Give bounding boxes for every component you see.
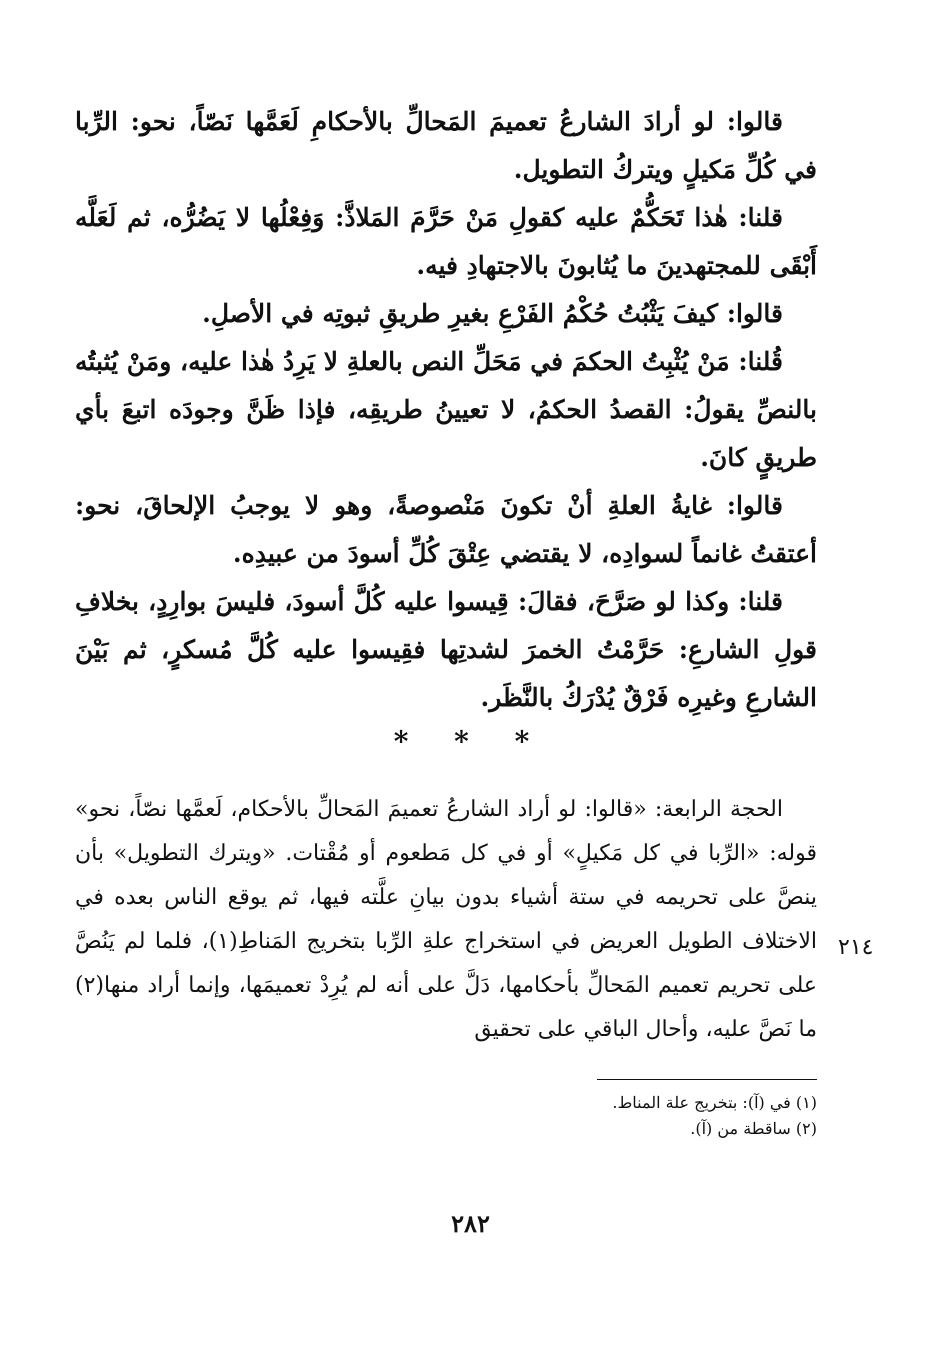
paragraph: قالوا: لو أرادَ الشارعُ تعميمَ المَحالِّ بالأحكامِ لَعَمَّها نَصّاً، نحو: الرِّبا في كُلِّ مَكيلٍ ويتركُ التطويل. [75, 107, 817, 184]
margin-number: ٢١٤ [838, 935, 874, 960]
commentary-paragraph: الحجة الرابعة: «قالوا: لو أراد الشارعُ تعميمَ المَحالِّ بالأحكام، لَعمَّها نصّاً، نحو» قوله: «الرِّبا في كل مَكيلٍ» أو في كل مَطعوم أو مُقْتات. «ويترك التطويل» بأن ينصَّ على تحريمه في ستة أشياء بدون بيانِ علَّته فيها، ثم يوقع الناس بعده في الاختلاف الطويل العريض في استخراج علةِ الرِّبا بتخريج المَناطِ(١)، فلما لم يَنُصَّ على تحريم تعميم المَحالِّ بأحكامها، دَلَّ على أنه لم يُرِدْ تعميمَها، وإنما أراد منها(٢) ما نَصَّ عليه، وأحال الباقي على تحقيق [75, 797, 817, 1042]
paragraph: قلنا: هٰذا تَحَكُّمٌ عليه كقولِ مَنْ حَرَّمَ المَلاذَّ: وَفِعْلُها لا يَضُرُّه، ثم لَعَلَّه أَبْقَى للمجتهدينَ ما يُثابونَ بالاجتهادِ فيه. [75, 203, 817, 280]
footnote: (١) في (آ): بتخريج علة المناط. [612, 1093, 817, 1112]
paragraph: قُلنا: مَنْ يُثْبِتُ الحكمَ في مَحَلِّ النص بالعلةِ لا يَرِدُ هٰذا عليه، ومَنْ يُثبتُه بالنصِّ يقولُ: القصدُ الحكمُ، لا تعيينُ طريقِه، فإذا ظَنَّ وجودَه اتبعَ بأي طريقٍ كانَ. [75, 347, 817, 472]
commentary-text [75, 788, 817, 1052]
footnotes [400, 1090, 817, 1142]
paragraph: قلنا: وكذا لو صَرَّحَ، فقالَ: قِيسوا عليه كُلَّ أسودَ، فليسَ بوارِدٍ، بخلافِ قولِ الشارعِ: حَرَّمْتُ الخمرَ لشدتِها فقِيسوا عليه كُلَّ مُسكرٍ، ثم بَيْنَ الشارعِ وغيرِه فَرْقٌ يُدْرَكُ بالنَّظَر. [75, 587, 817, 712]
paragraph: قالوا: كيفَ يَثْبُتُ حُكْمُ الفَرْعِ بغيرِ طريقِ ثبوتِه في الأصلِ. [202, 299, 783, 328]
main-text [75, 98, 817, 722]
paragraph: قالوا: غايةُ العلةِ أنْ تكونَ مَنْصوصةً، وهو لا يوجبُ الإلحاقَ، نحو: أعتقتُ غانماً لسوادِه، لا يقتضي عِتْقَ كُلِّ أسودَ من عبيدِه. [75, 491, 817, 568]
page-number: ٢٨٢ [451, 1209, 490, 1238]
footnote: (٢) ساقطة من (آ). [690, 1119, 817, 1138]
section-separator: * * * [393, 725, 548, 758]
footnote-divider [597, 1079, 817, 1080]
